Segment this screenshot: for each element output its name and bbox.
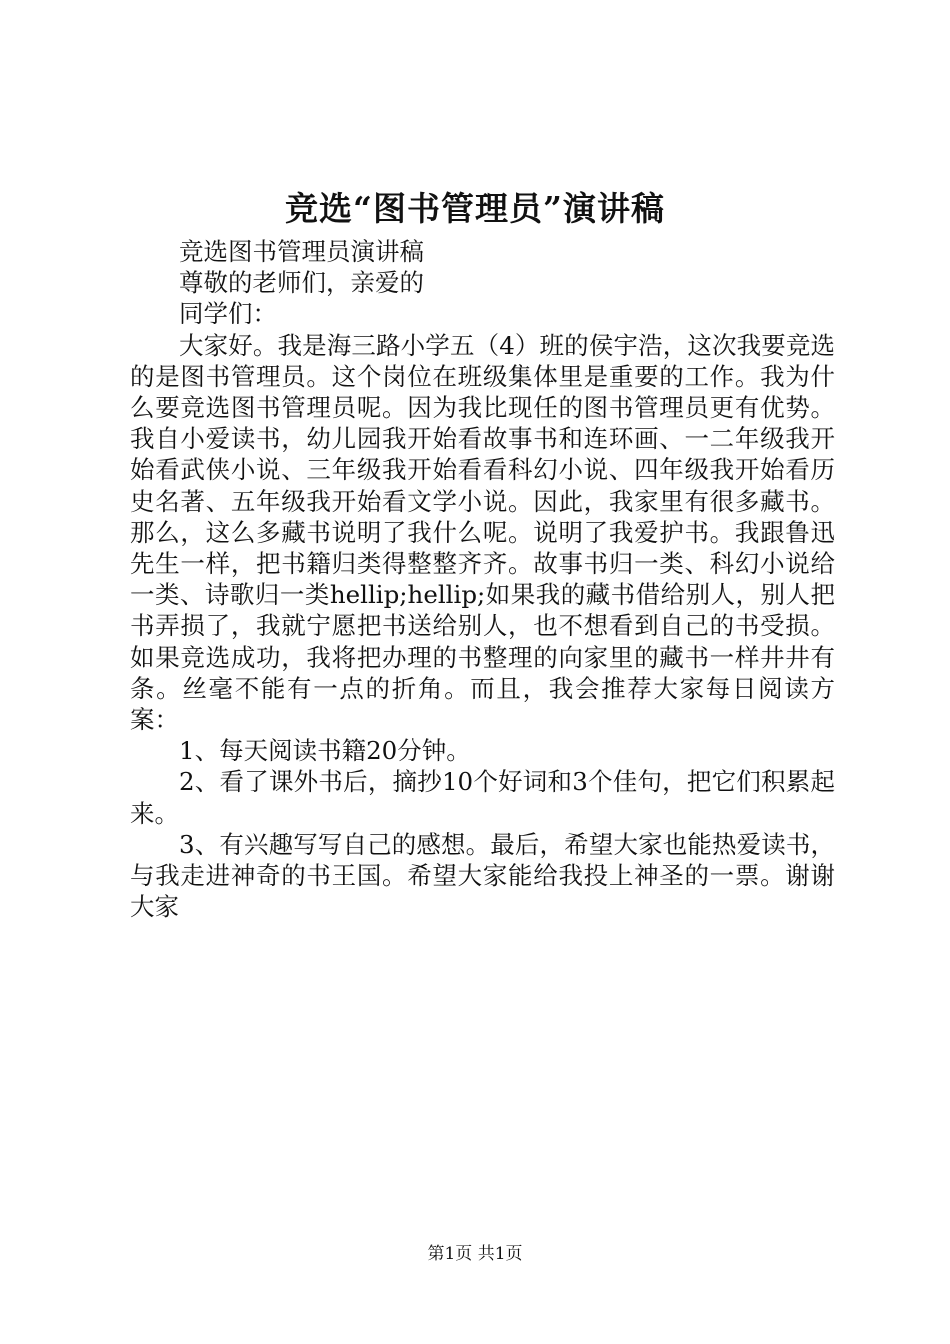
paragraph-plan-2: 2、看了课外书后，摘抄10个好词和3个佳句，把它们积累起来。 <box>130 767 835 828</box>
paragraph-plan-1: 1、每天阅读书籍20分钟。 <box>179 736 471 766</box>
paragraph-salutation-2: 同学们： <box>179 299 277 329</box>
paragraph-salutation-1: 尊敬的老师们，亲爱的 <box>179 268 424 298</box>
document-title: 竞选“图书管理员”演讲稿 <box>285 189 665 228</box>
paragraph-main: 大家好。我是海三路小学五（4）班的侯宇浩，这次我要竞选的是图书管理员。这个岗位在班级集体里是重要的工作。我为什么要竞选图书管理员呢。因为我比现任的图书管理员更有优势。我自小爱读书，幼儿园我开始看故事书和连环画、一二年级我开始看武侠小说、三年级我开始看看科幻小说、四年级我开始看历史名著、五年级我开始看文学小说。因此，我家里有很多藏书。那么，这么多藏书说明了我什么呢。说明了我爱护书。我跟鲁迅先生一样，把书籍归类得整整齐齐。故事书归一类、科幻小说给一类、诗歌归一类hellip;hellip;如果我的藏书借给别人，别人把书弄损了，我就宁愿把书送给别人，也不想看到自己的书受损。如果竞选成功，我将把办理的书整理的向家里的藏书一样井井有条。丝毫不能有一点的折角。而且，我会推荐大家每日阅读方案： <box>130 330 835 735</box>
paragraph-plan-3: 3、有兴趣写写自己的感想。最后，希望大家也能热爱读书，与我走进神奇的书王国。希望大家能给我投上神圣的一票。谢谢大家 <box>130 829 835 922</box>
document-body <box>130 236 835 922</box>
page-footer: 第1页 共1页 <box>427 1244 523 1264</box>
paragraph-heading: 竞选图书管理员演讲稿 <box>179 237 424 266</box>
